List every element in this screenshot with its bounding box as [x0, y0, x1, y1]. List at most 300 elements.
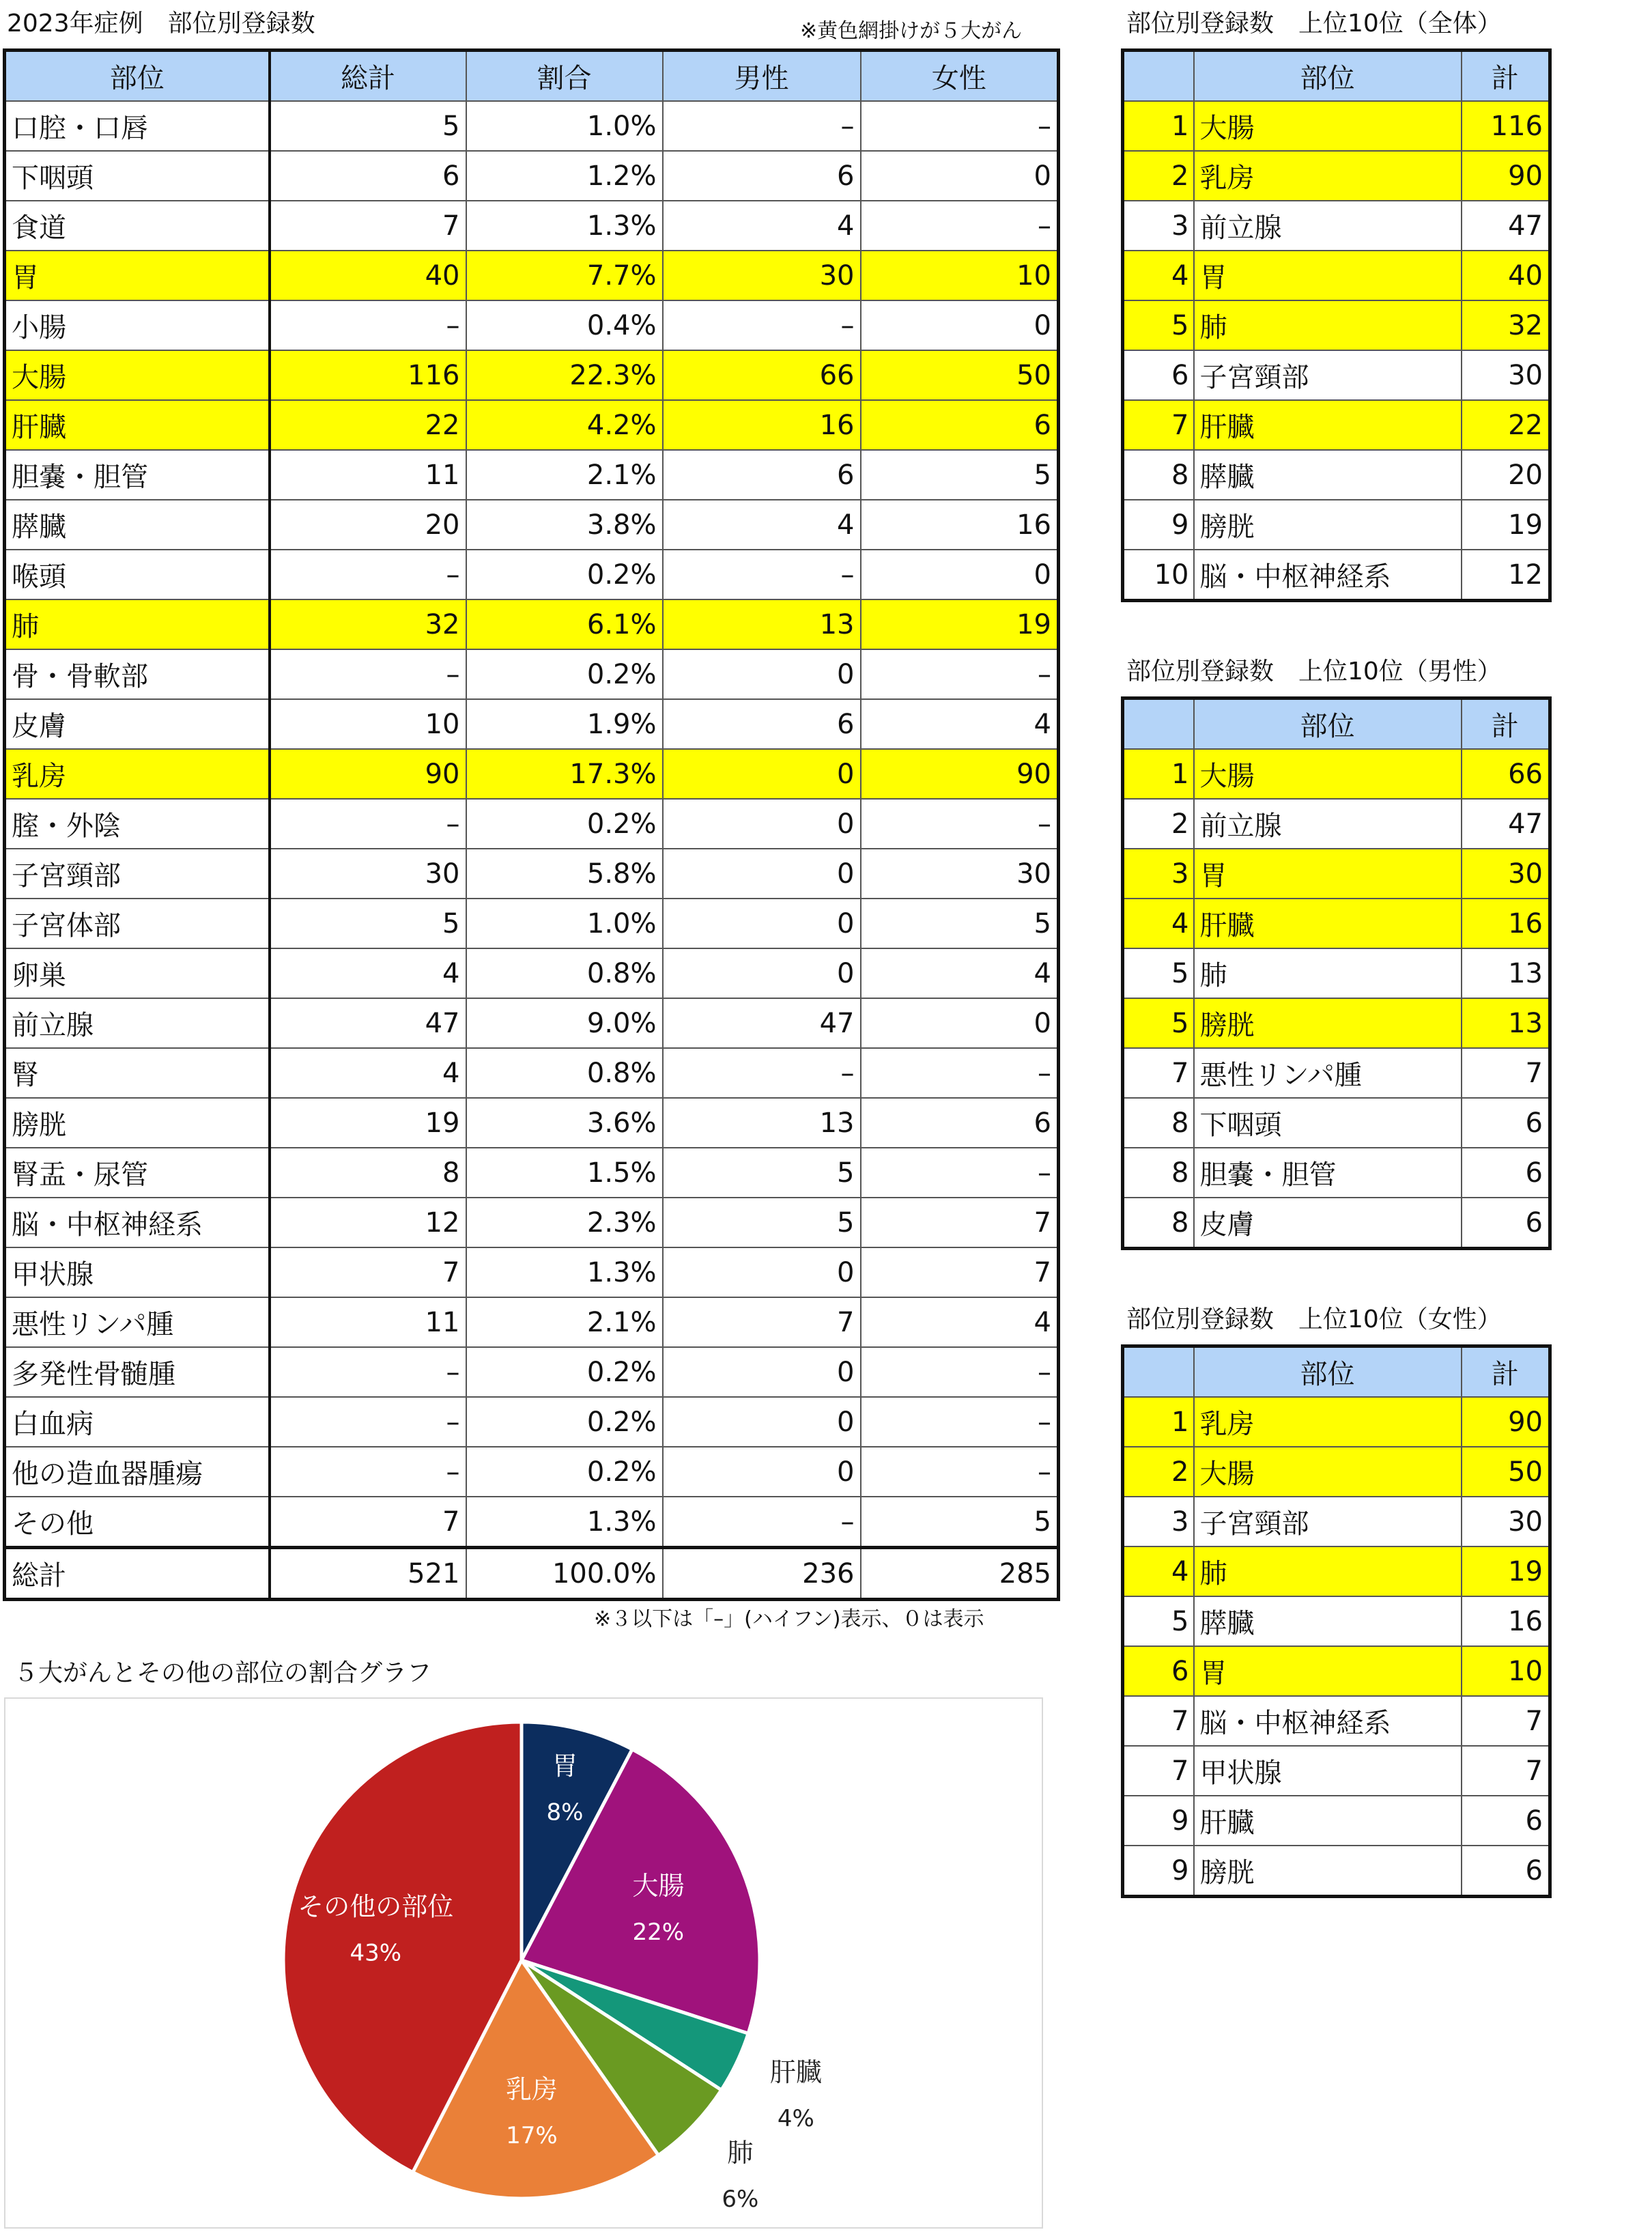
- table-row: [5, 1347, 1059, 1397]
- cell-rank: 3: [1123, 201, 1194, 251]
- table-row: [1123, 300, 1550, 350]
- cell-count: 40: [1462, 251, 1550, 300]
- cell-site: 乳房: [1194, 151, 1462, 201]
- cell-male: 13: [663, 599, 861, 649]
- cell-male: 6: [663, 450, 861, 500]
- table-row: [5, 251, 1059, 300]
- cell-total: 32: [270, 599, 466, 649]
- table-row: [5, 1198, 1059, 1247]
- cell-site: 下咽頭: [1194, 1098, 1462, 1148]
- cell-count: 10: [1462, 1646, 1550, 1696]
- cell-female: 5: [861, 899, 1059, 948]
- cell-site: 肺: [1194, 948, 1462, 998]
- cell-female: –: [861, 649, 1059, 699]
- table-header-row: [1123, 51, 1550, 102]
- cell-site: 胃: [1194, 251, 1462, 300]
- cell-count: 90: [1462, 151, 1550, 201]
- table-row: [5, 849, 1059, 899]
- table-row: [1123, 251, 1550, 300]
- cell-site: 白血病: [5, 1397, 270, 1447]
- slice-label: 大腸: [632, 1871, 685, 1902]
- cell-count: 30: [1462, 350, 1550, 400]
- rank-female-title: 部位別登録数 上位10位（女性）: [1126, 1305, 1502, 1333]
- cell-site: 膵臓: [5, 500, 270, 550]
- cell-site: 他の造血器腫瘍: [5, 1447, 270, 1497]
- cell-site: 肝臓: [1194, 1796, 1462, 1846]
- cell-rank: 8: [1123, 1198, 1194, 1249]
- table-row: [1123, 500, 1550, 550]
- cell-site: 膵臓: [1194, 450, 1462, 500]
- slice-percent-label: 17%: [506, 2121, 558, 2149]
- cell-ratio: 6.1%: [466, 599, 663, 649]
- cell-site: 下咽頭: [5, 151, 270, 201]
- cell-site: 悪性リンパ腫: [1194, 1048, 1462, 1098]
- cell-ratio: 1.0%: [466, 899, 663, 948]
- slice-percent-label: 6%: [722, 2185, 759, 2213]
- cell-count: 6: [1462, 1796, 1550, 1846]
- cell-rank: 8: [1123, 1098, 1194, 1148]
- cell-count: 6: [1462, 1098, 1550, 1148]
- cell-male: 0: [663, 1447, 861, 1497]
- cell-ratio: 1.9%: [466, 699, 663, 749]
- cell-total: 40: [270, 251, 466, 300]
- cell-site: 脳・中枢神経系: [1194, 550, 1462, 601]
- cell-ratio: 1.3%: [466, 201, 663, 251]
- table-row: [5, 1447, 1059, 1497]
- table-row: [5, 300, 1059, 350]
- cell-count: 7: [1462, 1048, 1550, 1098]
- table-row: [5, 649, 1059, 699]
- table-row: [5, 400, 1059, 450]
- slice-label: 肺: [727, 2137, 754, 2168]
- cell-ratio: 5.8%: [466, 849, 663, 899]
- cell-site: 膵臓: [1194, 1596, 1462, 1646]
- table-row: [5, 899, 1059, 948]
- table-row: [1123, 400, 1550, 450]
- slice-percent-label: 4%: [777, 2105, 814, 2133]
- cell-site: 腟・外陰: [5, 799, 270, 849]
- cell-rank: 7: [1123, 1746, 1194, 1796]
- table-row: [1123, 1846, 1550, 1897]
- table-header-row: [5, 51, 1059, 102]
- cell-female: –: [861, 1447, 1059, 1497]
- cell-rank: 1: [1123, 1397, 1194, 1447]
- cell-male: 4: [663, 500, 861, 550]
- slice-percent-label: 8%: [546, 1798, 584, 1826]
- cell-total: 7: [270, 1497, 466, 1548]
- header-site: 部位: [5, 51, 270, 102]
- table-row: [5, 1397, 1059, 1447]
- total-count: 521: [270, 1548, 466, 1600]
- slice-percent-label: 22%: [632, 1919, 685, 1947]
- cell-female: 0: [861, 151, 1059, 201]
- cell-male: 0: [663, 649, 861, 699]
- cell-male: 5: [663, 1198, 861, 1247]
- table-row: [5, 948, 1059, 998]
- table-row: [1123, 799, 1550, 849]
- cell-total: 11: [270, 1297, 466, 1347]
- cell-site: 膀胱: [1194, 500, 1462, 550]
- cell-count: 20: [1462, 450, 1550, 500]
- table-row: [1123, 201, 1550, 251]
- cell-female: –: [861, 201, 1059, 251]
- cell-site: 脳・中枢神経系: [1194, 1696, 1462, 1746]
- cell-ratio: 1.0%: [466, 101, 663, 151]
- table-row: [1123, 350, 1550, 400]
- cell-female: 5: [861, 450, 1059, 500]
- highlight-note: ※黄色網掛けが５大がん: [800, 19, 1023, 43]
- total-male: 236: [663, 1548, 861, 1600]
- cell-ratio: 1.3%: [466, 1497, 663, 1548]
- cell-female: 30: [861, 849, 1059, 899]
- cell-female: 6: [861, 1098, 1059, 1148]
- cell-site: 甲状腺: [1194, 1746, 1462, 1796]
- rank-all-title: 部位別登録数 上位10位（全体）: [1126, 10, 1502, 38]
- cell-site: 胆嚢・胆管: [5, 450, 270, 500]
- cell-count: 7: [1462, 1746, 1550, 1796]
- cell-rank: 4: [1123, 1546, 1194, 1596]
- table-row: [1123, 1646, 1550, 1696]
- slice-label: 胃: [552, 1751, 578, 1781]
- cell-total: 90: [270, 749, 466, 799]
- cell-female: 50: [861, 350, 1059, 400]
- cell-site: 胃: [5, 251, 270, 300]
- cell-site: 前立腺: [1194, 201, 1462, 251]
- header-count: 計: [1462, 698, 1550, 750]
- cell-total: –: [270, 550, 466, 599]
- cell-ratio: 4.2%: [466, 400, 663, 450]
- cell-total: 8: [270, 1148, 466, 1198]
- cell-male: –: [663, 1048, 861, 1098]
- cell-rank: 5: [1123, 1596, 1194, 1646]
- table-row: [5, 1297, 1059, 1347]
- cell-rank: 5: [1123, 998, 1194, 1048]
- cell-ratio: 2.1%: [466, 1297, 663, 1347]
- table-row: [1123, 749, 1550, 799]
- table-row: [1123, 899, 1550, 948]
- table-row: [5, 101, 1059, 151]
- cell-site: 肺: [1194, 300, 1462, 350]
- cell-rank: 1: [1123, 101, 1194, 151]
- cell-rank: 9: [1123, 1796, 1194, 1846]
- cell-male: 5: [663, 1148, 861, 1198]
- cell-rank: 9: [1123, 500, 1194, 550]
- cell-male: 0: [663, 1347, 861, 1397]
- pie-chart-area: [4, 1697, 1043, 2229]
- cell-count: 47: [1462, 799, 1550, 849]
- cell-rank: 7: [1123, 400, 1194, 450]
- cell-site: 大腸: [1194, 749, 1462, 799]
- cell-male: 30: [663, 251, 861, 300]
- header-rank: [1123, 698, 1194, 750]
- cell-male: 4: [663, 201, 861, 251]
- cell-count: 47: [1462, 201, 1550, 251]
- table-row: [1123, 1447, 1550, 1497]
- table-row: [1123, 550, 1550, 601]
- header-ratio: 割合: [466, 51, 663, 102]
- cell-site: 骨・骨軟部: [5, 649, 270, 699]
- cell-total: 7: [270, 201, 466, 251]
- cell-site: 喉頭: [5, 550, 270, 599]
- cell-site: 甲状腺: [5, 1247, 270, 1297]
- cell-male: 0: [663, 849, 861, 899]
- cell-count: 6: [1462, 1148, 1550, 1198]
- table-row: [1123, 998, 1550, 1048]
- cell-male: –: [663, 300, 861, 350]
- cell-total: 5: [270, 101, 466, 151]
- header-male: 男性: [663, 51, 861, 102]
- header-rank: [1123, 51, 1194, 102]
- cell-rank: 2: [1123, 151, 1194, 201]
- hyphen-note: ※３以下は「–」(ハイフン)表示、０は表示: [594, 1607, 984, 1631]
- cell-female: –: [861, 1397, 1059, 1447]
- cell-female: 0: [861, 998, 1059, 1048]
- table-row: [1123, 101, 1550, 151]
- slice-label: 乳房: [505, 2074, 558, 2104]
- cell-count: 90: [1462, 1397, 1550, 1447]
- cell-male: 0: [663, 799, 861, 849]
- cell-site: 大腸: [5, 350, 270, 400]
- table-row: [5, 1148, 1059, 1198]
- cell-ratio: 1.2%: [466, 151, 663, 201]
- cell-count: 6: [1462, 1846, 1550, 1897]
- cell-site: 肝臓: [5, 400, 270, 450]
- cell-count: 116: [1462, 101, 1550, 151]
- site-registration-table: [3, 48, 1060, 1601]
- total-ratio: 100.0%: [466, 1548, 663, 1600]
- cell-count: 30: [1462, 1497, 1550, 1546]
- cell-male: –: [663, 1497, 861, 1548]
- cell-rank: 4: [1123, 251, 1194, 300]
- rank-all-table: [1121, 48, 1552, 602]
- cell-site: 前立腺: [1194, 799, 1462, 849]
- cell-female: 0: [861, 300, 1059, 350]
- cell-male: 0: [663, 1247, 861, 1297]
- cell-site: 子宮頸部: [5, 849, 270, 899]
- table-header-row: [1123, 1346, 1550, 1398]
- slice-label: 肝臓: [769, 2057, 822, 2088]
- table-row: [1123, 849, 1550, 899]
- cell-rank: 4: [1123, 899, 1194, 948]
- cell-ratio: 0.8%: [466, 948, 663, 998]
- table-row: [5, 500, 1059, 550]
- cell-site: 子宮頸部: [1194, 350, 1462, 400]
- total-row: [5, 1548, 1059, 1600]
- cell-ratio: 7.7%: [466, 251, 663, 300]
- table-row: [5, 599, 1059, 649]
- cell-male: 7: [663, 1297, 861, 1347]
- cell-site: 膀胱: [1194, 998, 1462, 1048]
- cell-ratio: 0.2%: [466, 649, 663, 699]
- cell-site: 前立腺: [5, 998, 270, 1048]
- cell-female: 19: [861, 599, 1059, 649]
- table-row: [1123, 1198, 1550, 1249]
- cell-male: 13: [663, 1098, 861, 1148]
- cell-site: 肺: [5, 599, 270, 649]
- cell-male: 0: [663, 948, 861, 998]
- cell-total: 6: [270, 151, 466, 201]
- cell-total: 4: [270, 1048, 466, 1098]
- cell-rank: 5: [1123, 300, 1194, 350]
- cell-rank: 10: [1123, 550, 1194, 601]
- cell-total: 22: [270, 400, 466, 450]
- cell-site: 食道: [5, 201, 270, 251]
- cell-site: 脳・中枢神経系: [5, 1198, 270, 1247]
- table-row: [5, 699, 1059, 749]
- cell-total: 5: [270, 899, 466, 948]
- rank-female-table: [1121, 1344, 1552, 1898]
- cell-female: 4: [861, 948, 1059, 998]
- cell-ratio: 22.3%: [466, 350, 663, 400]
- cell-site: 腎: [5, 1048, 270, 1098]
- main-title: 2023年症例 部位別登録数: [7, 10, 315, 38]
- table-row: [5, 799, 1059, 849]
- cell-female: –: [861, 1048, 1059, 1098]
- cell-male: 6: [663, 699, 861, 749]
- cell-rank: 8: [1123, 1148, 1194, 1198]
- table-row: [5, 749, 1059, 799]
- cell-site: 胃: [1194, 1646, 1462, 1696]
- cell-site: 口腔・口唇: [5, 101, 270, 151]
- cell-count: 30: [1462, 849, 1550, 899]
- slice-label: その他の部位: [298, 1891, 454, 1922]
- cell-female: 4: [861, 699, 1059, 749]
- cell-site: 皮膚: [1194, 1198, 1462, 1249]
- cell-site: 悪性リンパ腫: [5, 1297, 270, 1347]
- cell-total: –: [270, 300, 466, 350]
- cell-ratio: 17.3%: [466, 749, 663, 799]
- cell-ratio: 1.5%: [466, 1148, 663, 1198]
- cell-count: 7: [1462, 1696, 1550, 1746]
- cell-rank: 8: [1123, 450, 1194, 500]
- cell-ratio: 3.6%: [466, 1098, 663, 1148]
- cell-count: 22: [1462, 400, 1550, 450]
- cell-total: 4: [270, 948, 466, 998]
- cell-rank: 7: [1123, 1048, 1194, 1098]
- cell-female: 5: [861, 1497, 1059, 1548]
- total-female: 285: [861, 1548, 1059, 1600]
- cell-male: 66: [663, 350, 861, 400]
- table-row: [1123, 1397, 1550, 1447]
- cell-total: 20: [270, 500, 466, 550]
- cell-site: 腎盂・尿管: [5, 1148, 270, 1198]
- cell-total: 10: [270, 699, 466, 749]
- table-row: [1123, 1497, 1550, 1546]
- cell-count: 16: [1462, 899, 1550, 948]
- header-site: 部位: [1194, 698, 1462, 750]
- cell-count: 6: [1462, 1198, 1550, 1249]
- cell-total: 7: [270, 1247, 466, 1297]
- header-site: 部位: [1194, 51, 1462, 102]
- rank-male-title: 部位別登録数 上位10位（男性）: [1126, 658, 1502, 686]
- cell-site: 肝臓: [1194, 400, 1462, 450]
- cell-total: –: [270, 1347, 466, 1397]
- cell-female: 7: [861, 1198, 1059, 1247]
- cell-total: –: [270, 799, 466, 849]
- table-row: [5, 450, 1059, 500]
- cell-female: –: [861, 101, 1059, 151]
- cell-ratio: 0.4%: [466, 300, 663, 350]
- cell-count: 12: [1462, 550, 1550, 601]
- cell-site: 肺: [1194, 1546, 1462, 1596]
- cell-ratio: 2.1%: [466, 450, 663, 500]
- table-row: [1123, 151, 1550, 201]
- cell-female: 7: [861, 1247, 1059, 1297]
- header-total: 総計: [270, 51, 466, 102]
- pie-section-title: ５大がんとその他の部位の割合グラフ: [14, 1659, 432, 1687]
- cell-count: 16: [1462, 1596, 1550, 1646]
- table-row: [1123, 1098, 1550, 1148]
- cell-site: 胃: [1194, 849, 1462, 899]
- cell-rank: 6: [1123, 1646, 1194, 1696]
- cell-female: –: [861, 1347, 1059, 1397]
- cell-total: –: [270, 1447, 466, 1497]
- cell-site: 大腸: [1194, 101, 1462, 151]
- table-row: [1123, 1048, 1550, 1098]
- cell-ratio: 9.0%: [466, 998, 663, 1048]
- cell-count: 13: [1462, 948, 1550, 998]
- table-row: [1123, 1596, 1550, 1646]
- total-label: 総計: [5, 1548, 270, 1600]
- header-site: 部位: [1194, 1346, 1462, 1398]
- cell-rank: 7: [1123, 1696, 1194, 1746]
- cell-total: 11: [270, 450, 466, 500]
- cell-site: 卵巣: [5, 948, 270, 998]
- cell-male: 16: [663, 400, 861, 450]
- cell-rank: 2: [1123, 1447, 1194, 1497]
- cell-male: 6: [663, 151, 861, 201]
- cell-female: 10: [861, 251, 1059, 300]
- cell-ratio: 3.8%: [466, 500, 663, 550]
- table-row: [5, 151, 1059, 201]
- cell-site: 肝臓: [1194, 899, 1462, 948]
- slice-percent-label: 43%: [350, 1939, 402, 1967]
- cell-ratio: 0.2%: [466, 1347, 663, 1397]
- header-rank: [1123, 1346, 1194, 1398]
- table-row: [5, 1497, 1059, 1548]
- cell-male: 0: [663, 899, 861, 948]
- cell-male: 47: [663, 998, 861, 1048]
- cell-site: その他: [5, 1497, 270, 1548]
- cell-male: 0: [663, 1397, 861, 1447]
- cell-female: 16: [861, 500, 1059, 550]
- cell-female: 90: [861, 749, 1059, 799]
- cell-site: 乳房: [5, 749, 270, 799]
- table-row: [1123, 450, 1550, 500]
- table-row: [1123, 948, 1550, 998]
- table-row: [1123, 1746, 1550, 1796]
- cell-rank: 3: [1123, 849, 1194, 899]
- cell-site: 皮膚: [5, 699, 270, 749]
- cell-site: 大腸: [1194, 1447, 1462, 1497]
- cell-rank: 2: [1123, 799, 1194, 849]
- cell-count: 50: [1462, 1447, 1550, 1497]
- cell-total: 47: [270, 998, 466, 1048]
- cell-male: 0: [663, 749, 861, 799]
- cell-total: 12: [270, 1198, 466, 1247]
- cell-rank: 1: [1123, 749, 1194, 799]
- cell-male: –: [663, 550, 861, 599]
- cell-site: 乳房: [1194, 1397, 1462, 1447]
- cell-site: 小腸: [5, 300, 270, 350]
- cell-ratio: 0.2%: [466, 1397, 663, 1447]
- cell-count: 13: [1462, 998, 1550, 1048]
- table-row: [5, 1247, 1059, 1297]
- cell-female: –: [861, 1148, 1059, 1198]
- cell-total: 19: [270, 1098, 466, 1148]
- cell-rank: 6: [1123, 350, 1194, 400]
- cell-total: –: [270, 1397, 466, 1447]
